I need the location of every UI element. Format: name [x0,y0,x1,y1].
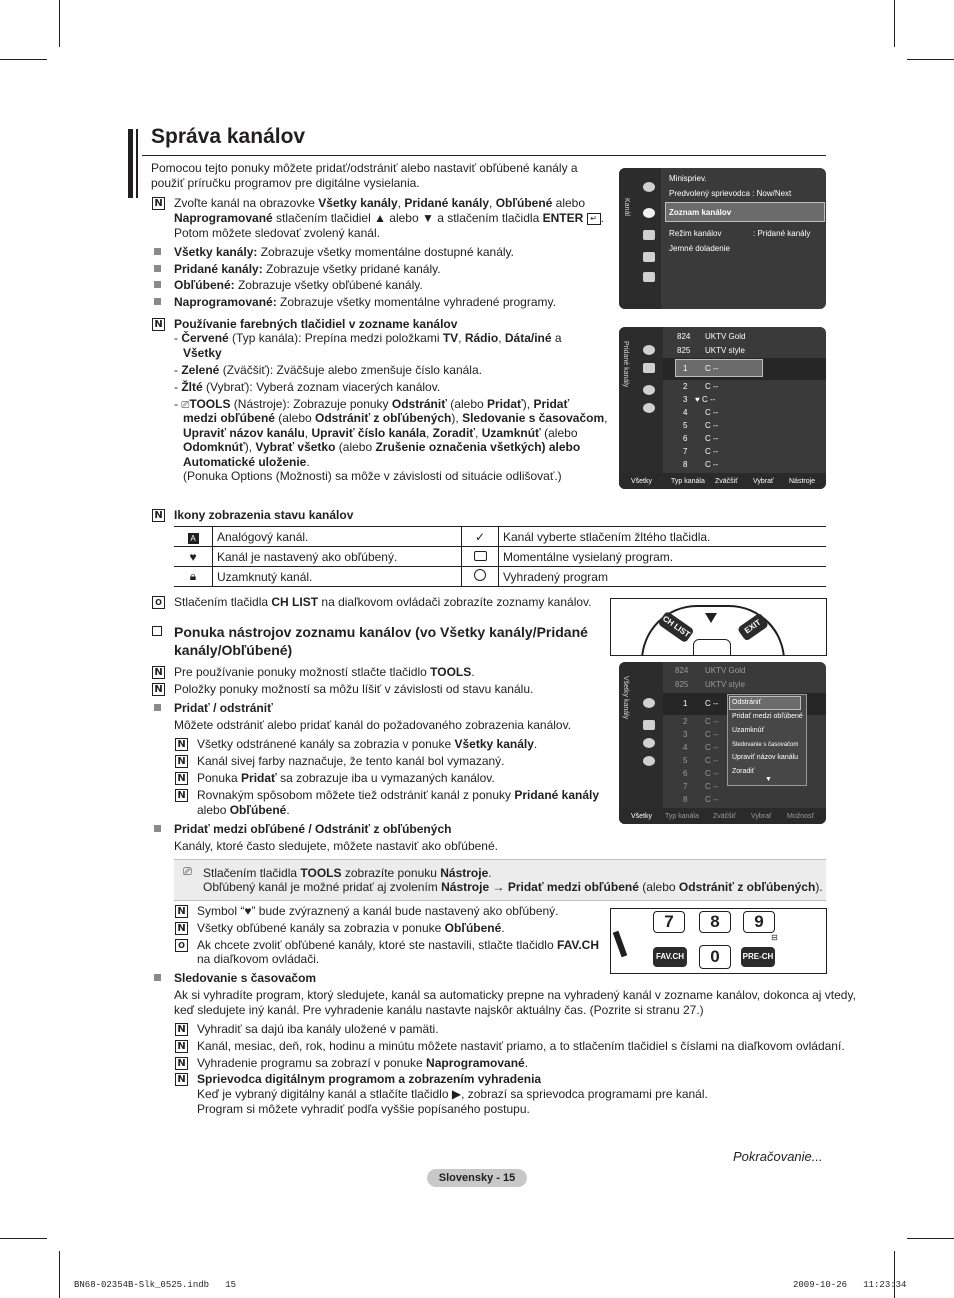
all-channels-icon [643,345,655,355]
favourites-text: Kanály, ktoré často sledujete, môžete nastaviť ako obľúbené. [174,839,498,853]
crop-mark [0,59,47,60]
bullet-icon [154,825,161,832]
add-note4-cont: alebo Obľúbené. [197,803,290,817]
color-buttons-heading: Používanie farebných tlačidiel v zozname kanálov [174,317,458,331]
enter-icon: ↵ [587,213,601,225]
osd-vertical-label: Kanál [623,198,630,216]
check-icon: ✓ [474,529,486,544]
analog-icon: A [188,533,199,544]
channel-name: UKTV Gold [705,332,746,341]
channel-name: UKTV style [705,346,746,355]
channel-number: 7 [683,782,688,791]
table-row [174,527,826,547]
favourites-heading: Pridať medzi obľúbené / Odstrániť z obľúbených [174,822,452,836]
channel-number: 5 [683,756,688,765]
channel-number: 7 [683,447,688,456]
note-icon: N [152,509,165,522]
note-icon: N [175,772,188,785]
table-cell: Uzamknutý kanál. [213,567,462,587]
remote-note-icon: O [175,939,188,952]
channel-number: 4 [683,743,688,752]
red-button-text: - Červené (Typ kanála): Prepína medzi položkami TV, Rádio, Dáta/iné a [174,331,562,345]
channel-name: C -- [705,408,719,417]
note-icon: N [175,1057,188,1070]
tools-section-heading-cont: kanály/Obľúbené) [174,642,293,658]
channel-number: 824 [677,332,691,341]
timer-note3: Vyhradenie programu sa zobrazí v ponuke Naprogramované. [197,1056,529,1070]
add-note2: Kanál sivej farby naznačuje, že tento kanál bol vymazaný. [197,754,505,768]
tools-text-line6: (Ponuka Options (Možnosti) sa môže v závislosti od situácie odlišovať.) [183,469,562,483]
tools-text-line1: - ⎚TOOLS (Nástroje): Zobrazuje ponuky Odstrániť (alebo Pridať), Pridať [174,397,570,411]
bullet-item: Všetky kanály: Zobrazuje všetky momentálne dostupné kanály. [174,245,514,259]
note-icon: N [175,922,188,935]
add-note1: Všetky odstránené kanály sa zobrazia v ponuke Všetky kanály. [197,737,538,751]
timer-note2: Kanál, mesiac, deň, rok, hodinu a minútu môžete nastaviť priamo, a to stlačením tlačidiel s číslami na diaľkovom ovládaní. [197,1039,845,1053]
favourite-icon [643,385,655,395]
channel-number[interactable]: 1 [683,364,688,373]
setup-icon [643,230,655,240]
channel-name[interactable]: C -- [705,699,719,708]
channel-name: C -- [705,743,719,752]
channel-name: C -- [705,447,719,456]
channel-name: UKTV Gold [705,666,746,675]
favourite-icon [643,738,655,748]
bar-label: Vybrať [753,478,774,485]
tools-menu-item[interactable]: Sledovanie s časovačom [732,742,799,748]
bullet-item: Naprogramované: Zobrazuje všetky momentálne vyhradené programy. [174,295,556,309]
bar-label: Možnosť [787,813,815,820]
tools-info-line2: Obľúbený kanál je možné pridať aj zvolením Nástroje → Pridať medzi obľúbené (alebo Odstrániť z obľúbených). [203,880,823,894]
tools-text-line3: Upraviť názov kanálu, Upraviť číslo kanála, Zoradiť, Uzamknúť (alebo [183,426,578,440]
osd-vertical-label: Všetky kanály [622,676,629,720]
number-button-8[interactable]: 8 [699,911,731,933]
crop-mark [907,59,954,60]
osd-channel-menu [619,168,826,309]
timer-note4-line2: Program si môžete vyhradiť podľa vyššie popísaného postupu. [197,1102,530,1116]
channel-number: 6 [683,769,688,778]
note-icon: N [152,318,165,331]
enter-button[interactable] [693,639,731,656]
note-icon: N [175,738,188,751]
bar-label: Nástroje [789,478,816,485]
table-cell: Analógový kanál. [213,527,462,547]
timer-note4-line1: Keď je vybraný digitálny kanál a stlačíte tlačidlo ▶, zobrazí sa sprievodca programami pre kanál. [197,1087,708,1101]
programmed-icon [643,756,655,766]
note1-line2: Naprogramované stlačením tlačidiel ▲ alebo ▼ a stlačením tlačidla ENTER ↵ . [174,211,604,225]
channel-name: C -- [705,730,719,739]
all-channels-icon [643,698,655,708]
table-cell: Momentálne vysielaný program. [499,547,827,567]
crop-mark [0,1238,47,1239]
note1-line1: Zvoľte kanál na obrazovke Všetky kanály, Pridané kanály, Obľúbené alebo [174,196,586,210]
note-icon: N [152,683,165,696]
clock-icon [474,569,486,581]
fav-note2: Všetky obľúbené kanály sa zobrazia v ponuke Obľúbené. [197,921,505,935]
note-icon: N [152,666,165,679]
fav-note1: Symbol “♥” bude zvýraznený a kanál bude nastavený ako obľúbený. [197,904,559,918]
timer-note1: Vyhradiť sa dajú iba kanály uložené v pamäti. [197,1022,439,1036]
tools-text-line4: Odomknúť), Vybrať všetko (alebo Zrušenie označenia všetkých) alebo [183,440,581,454]
page-number-badge: Slovensky - 15 [427,1169,527,1187]
note-icon: N [175,755,188,768]
number-button-0[interactable]: 0 [699,945,731,969]
crop-mark [907,1238,954,1239]
bullet-icon [154,281,161,288]
bar-label: Typ kanála [671,478,705,485]
tv-icon [474,551,487,561]
timer-text-line2: keď sledujete iný kanál. Pre vyhradenie kanálu nastavte najskôr aktuálny čas. (Pozrite si stranu 27.) [174,1003,704,1017]
bar-label: Všetky [631,478,653,485]
table-cell: Kanál vyberte stlačením žltého tlačidla. [499,527,827,547]
yellow-button-text: - Žlté (Vybrať): Vyberá zoznam viacerých kanálov. [174,380,441,394]
crop-mark [894,0,895,47]
osd-menu-value: : Pridané kanály [753,229,811,238]
channel-name: C -- [705,782,719,791]
scroll-down-icon[interactable]: ▼ [765,776,772,783]
lock-icon: 🔒︎ [189,569,197,583]
added-channels-icon [643,363,655,373]
channel-name: C -- [705,460,719,469]
tools-section-heading: Ponuka nástrojov zoznamu kanálov (vo Všetky kanály/Pridané [174,624,588,640]
channel-name: C -- [705,434,719,443]
bar-label: Všetky [631,813,653,820]
print-info-right: 2009-10-26 11:23:34 [793,1280,907,1290]
fav-note3: Ak chcete zvoliť obľúbené kanály, ktoré ste nastavili, stlačte tlačidlo FAV.CH [197,938,599,952]
bullet-icon [154,704,161,711]
added-channels-icon [643,720,655,730]
continue-link[interactable]: Pokračovanie... [733,1149,823,1164]
osd-button-bar [619,808,826,824]
osd-menu-item: Jemné doladenie [669,244,730,253]
bullet-item: Pridané kanály: Zobrazuje všetky pridané kanály. [174,262,441,276]
tools-menu-item[interactable]: Uzamknúť [732,727,765,734]
icons-heading: Ikony zobrazenia stavu kanálov [174,508,354,522]
title-bar [136,129,138,198]
intro-text: Pomocou tejto ponuky môžete pridať/odstrániť alebo nastaviť obľúbené kanály a použiť príručku programov pre digitálne vysielania. [151,161,578,190]
channel-name: C -- [705,421,719,430]
channel-number: 8 [683,795,688,804]
crop-mark [59,1251,60,1298]
prech-button[interactable]: PRE-CH [741,947,775,967]
channel-name: C -- [705,769,719,778]
channel-number: 6 [683,434,688,443]
arrow-down-icon [705,613,717,623]
add-note4: Rovnakým spôsobom môžete tiež odstrániť kanál z ponuky Pridané kanály [197,788,600,802]
number-button-7[interactable]: 7 [653,911,685,933]
fav-note3-cont: na diaľkovom ovládači. [197,952,320,966]
tools-menu-item[interactable]: Odstrániť [732,699,762,706]
application-icon [643,272,655,282]
channel-name: C -- [705,795,719,804]
number-button-9[interactable]: 9 [743,911,775,933]
status-icons-table [174,527,826,587]
programmed-icon [643,403,655,413]
osd-menu-item: Režim kanálov [669,229,722,238]
tools-info-line1: Stlačením tlačidla TOOLS zobrazíte ponuku Nástroje. [203,866,492,880]
bullet-icon [154,298,161,305]
chlist-text: Stlačením tlačidla CH LIST na diaľkovom ovládači zobrazíte zoznamy kanálov. [174,595,592,609]
channel-number: 825 [675,680,689,689]
channel-number: 5 [683,421,688,430]
channel-name: ♥ C -- [695,395,716,404]
channel-name: C -- [705,756,719,765]
channel-name: UKTV style [705,680,746,689]
osd-highlight [675,359,763,377]
timer-text-line1: Ak si vyhradíte program, ktorý sledujete, kanál sa automaticky prepne na vyhradený kanál v zozname kanálov, dokonca aj vtedy, [174,988,856,1002]
title-bar [128,129,133,198]
osd-menu-item: Minispriev. [669,174,707,183]
channel-number: 3 [683,395,688,404]
green-button-text: - Zelené (Zväčšiť): Zväčšuje alebo zmenšuje číslo kanála. [174,363,482,377]
tools-icon: ⎚ [181,400,190,411]
bar-label: Typ kanála [665,813,699,820]
note-icon: N [175,905,188,918]
checkbox-icon [152,626,162,636]
teletext-icon: ⊟ [771,933,778,942]
add-remove-text: Môžete odstrániť alebo pridať kanál do požadovaného zobrazenia kanálov. [174,718,572,732]
timer-note4-heading: Sprievodca digitálnym programom a zobrazením vyhradenia [197,1072,542,1086]
channel-number[interactable]: 1 [683,699,688,708]
picture-icon [643,182,655,192]
channel-name: C -- [705,382,719,391]
channel-number: 2 [683,717,688,726]
channel-number: 2 [683,382,688,391]
tools-note1: Pre používanie ponuky možností stlačte tlačidlo TOOLS. [174,665,475,679]
bar-label: Zväčšiť [715,478,738,485]
bar-label: Vybrať [751,813,772,820]
tools-menu-item[interactable]: Zoradiť [732,768,755,775]
osd-all-channels-tools [619,662,826,824]
channel-number: 824 [675,666,689,675]
tools-text-line2: medzi obľúbené (alebo Odstrániť z obľúbených), Sledovanie s časovačom, [183,411,608,425]
heart-icon: ♥ [189,549,197,564]
page-title: Správa kanálov [151,125,306,148]
tools-menu-item[interactable]: Upraviť názov kanálu [732,754,799,761]
remote-favch-image [610,908,827,974]
osd-button-bar [619,473,826,489]
channel-number: 3 [683,730,688,739]
remote-note-icon: O [152,596,165,609]
table-cell: Vyhradený program [499,567,827,587]
table-cell: Kanál je nastavený ako obľúbený. [213,547,462,567]
table-row [174,567,826,587]
note-icon: N [175,1023,188,1036]
red-button-text-cont: Všetky [183,346,222,360]
tools-menu-item[interactable]: Pridať medzi obľúbené [732,713,803,720]
crop-mark [59,0,60,47]
bullet-icon [154,248,161,255]
osd-menu-item-selected[interactable]: Zoznam kanálov [669,208,732,217]
timer-heading: Sledovanie s časovačom [174,971,317,985]
tools-text-line5: Automatické uloženie. [183,455,310,469]
table-row [174,547,826,567]
bullet-icon [154,265,161,272]
osd-vertical-label: Pridané kanály [622,341,629,388]
tools-icon: ⎚ [183,866,192,878]
channel-number: 8 [683,460,688,469]
add-note3: Ponuka Pridať sa zobrazuje iba u vymazaných kanálov. [197,771,495,785]
tools-note2: Položky ponuky možností sa môžu líšiť v závislosti od stavu kanálu. [174,682,534,696]
note-icon: N [175,1040,188,1053]
osd-menu-item: Predvolený sprievodca : Now/Next [669,189,792,198]
exit-button[interactable]: EXIT [737,612,769,641]
pointer-arrow-icon [613,931,628,957]
note-icon: N [152,197,165,210]
remote-chlist-image [610,598,827,656]
note1-line3: Potom môžete sledovať zvolený kanál. [174,226,380,240]
channel-number: 4 [683,408,688,417]
print-info-left: BN68-02354B-Slk_0525.indb 15 [74,1280,237,1290]
input-icon [643,252,655,262]
add-remove-heading: Pridať / odstrániť [174,701,273,715]
favch-button[interactable]: FAV.CH [653,947,687,967]
note-icon: N [175,1073,188,1086]
bullet-item: Obľúbené: Zobrazuje všetky obľúbené kanály. [174,278,423,292]
channel-name: C -- [705,717,719,726]
chlist-button[interactable]: CH LIST [657,611,694,644]
note-icon: N [175,789,188,802]
bar-label: Zväčšiť [713,813,736,820]
osd-added-channels [619,327,826,489]
title-rule [142,155,826,156]
channel-name[interactable]: C -- [705,364,719,373]
channel-number: 825 [677,346,691,355]
bullet-icon [154,974,161,981]
crop-mark [894,1251,895,1298]
sound-icon [643,208,655,218]
